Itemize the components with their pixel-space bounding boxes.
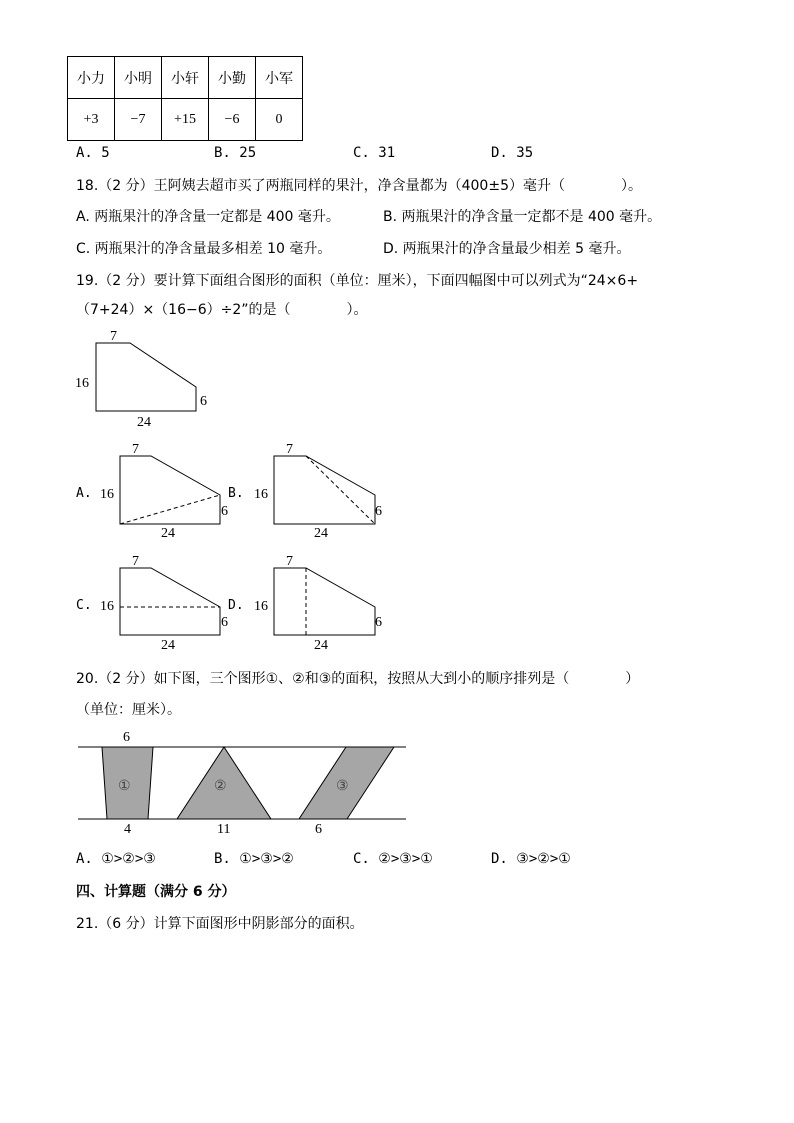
dim-right: 6 bbox=[375, 504, 382, 519]
q19-option-d-figure bbox=[228, 554, 382, 653]
table-value-cell: +15 bbox=[162, 99, 209, 141]
table-header-cell: 小明 bbox=[115, 57, 162, 99]
q18-option-d: D. 两瓶果汁的净含量最少相差 5 毫升。 bbox=[383, 241, 631, 257]
dim-bottom: 24 bbox=[314, 526, 328, 541]
dim-top: 7 bbox=[286, 554, 293, 569]
shape-2-label: ② bbox=[214, 779, 227, 794]
dim-left: 16 bbox=[100, 487, 114, 502]
option-letter: B. bbox=[228, 486, 244, 501]
section-title: 四、计算题（满分 6 分） bbox=[76, 884, 236, 900]
dim-top: 7 bbox=[286, 442, 293, 457]
label-bottom-2: 11 bbox=[217, 822, 231, 837]
table-header-cell: 小军 bbox=[256, 57, 303, 99]
q19-main-figure bbox=[75, 329, 207, 430]
q20-option-d: D. ③>②>① bbox=[491, 851, 571, 867]
score-table bbox=[67, 56, 303, 141]
q20-stem-line1: 20.（2 分）如下图，三个图形①、②和③的面积，按照从大到小的顺序排列是（ ） bbox=[76, 671, 640, 687]
table-value-cell: −7 bbox=[115, 99, 162, 141]
q19-stem-line2: （7+24）×（16−6）÷2”的是（ ）。 bbox=[76, 302, 368, 318]
option-letter: D. bbox=[228, 598, 244, 613]
dim-bottom: 24 bbox=[161, 526, 175, 541]
q20-stem-line2: （单位：厘米）。 bbox=[76, 702, 181, 718]
dim-left: 16 bbox=[254, 487, 268, 502]
label-bottom-3: 6 bbox=[315, 822, 322, 837]
table-value-cell: +3 bbox=[68, 99, 115, 141]
q19-option-b-figure bbox=[228, 442, 382, 541]
q19-stem-line1: 19.（2 分）要计算下面组合图形的面积（单位：厘米），下面四幅图中可以列式为“24×6+ bbox=[76, 273, 639, 289]
dim-left: 16 bbox=[100, 599, 114, 614]
dim-bottom: 24 bbox=[314, 638, 328, 653]
dim-bottom: 24 bbox=[161, 638, 175, 653]
dim-right: 6 bbox=[200, 394, 207, 409]
table-value-cell: 0 bbox=[256, 99, 303, 141]
q18-option-b: B. 两瓶果汁的净含量一定都不是 400 毫升。 bbox=[383, 209, 662, 225]
q20-option-a: A. ①>②>③ bbox=[76, 851, 156, 867]
q21-stem: 21.（6 分）计算下面图形中阴影部分的面积。 bbox=[76, 916, 364, 932]
table-header-cell: 小勤 bbox=[209, 57, 256, 99]
dim-top: 7 bbox=[132, 442, 139, 457]
label-bottom-1: 4 bbox=[124, 822, 131, 837]
q19-option-c-figure bbox=[76, 554, 228, 653]
option-letter: A. bbox=[76, 486, 92, 501]
dim-right: 6 bbox=[221, 504, 228, 519]
q17-option-c: C. 31 bbox=[353, 145, 396, 161]
q20-option-c: C. ②>③>① bbox=[353, 851, 433, 867]
q18-stem: 18.（2 分）王阿姨去超市买了两瓶同样的果汁，净含量都为（400±5）毫升（ ）。 bbox=[76, 178, 642, 194]
q17-option-a: A. 5 bbox=[76, 145, 110, 161]
q20-option-b: B. ①>③>② bbox=[214, 851, 294, 867]
table-value-cell: −6 bbox=[209, 99, 256, 141]
dim-left: 16 bbox=[75, 376, 89, 391]
dim-top: 7 bbox=[132, 554, 139, 569]
q18-option-a: A. 两瓶果汁的净含量一定都是 400 毫升。 bbox=[76, 209, 340, 225]
option-letter: C. bbox=[76, 598, 92, 613]
q17-option-b: B. 25 bbox=[214, 145, 257, 161]
table-value-row bbox=[68, 99, 303, 141]
shape-3-label: ③ bbox=[336, 779, 349, 794]
q18-option-c: C. 两瓶果汁的净含量最多相差 10 毫升。 bbox=[76, 241, 332, 257]
q20-figure bbox=[60, 722, 420, 842]
dim-right: 6 bbox=[221, 615, 228, 630]
shape-1-label: ① bbox=[118, 779, 131, 794]
q19-option-a-figure bbox=[76, 442, 228, 541]
q19-figures bbox=[60, 325, 794, 655]
table-header-cell: 小轩 bbox=[162, 57, 209, 99]
label-top: 6 bbox=[123, 730, 130, 745]
dim-bottom: 24 bbox=[137, 415, 151, 430]
table-header-row bbox=[68, 57, 303, 99]
q17-option-d: D. 35 bbox=[491, 145, 534, 161]
dim-left: 16 bbox=[254, 599, 268, 614]
table-header-cell: 小力 bbox=[68, 57, 115, 99]
dim-right: 6 bbox=[375, 615, 382, 630]
dim-top: 7 bbox=[110, 329, 117, 344]
